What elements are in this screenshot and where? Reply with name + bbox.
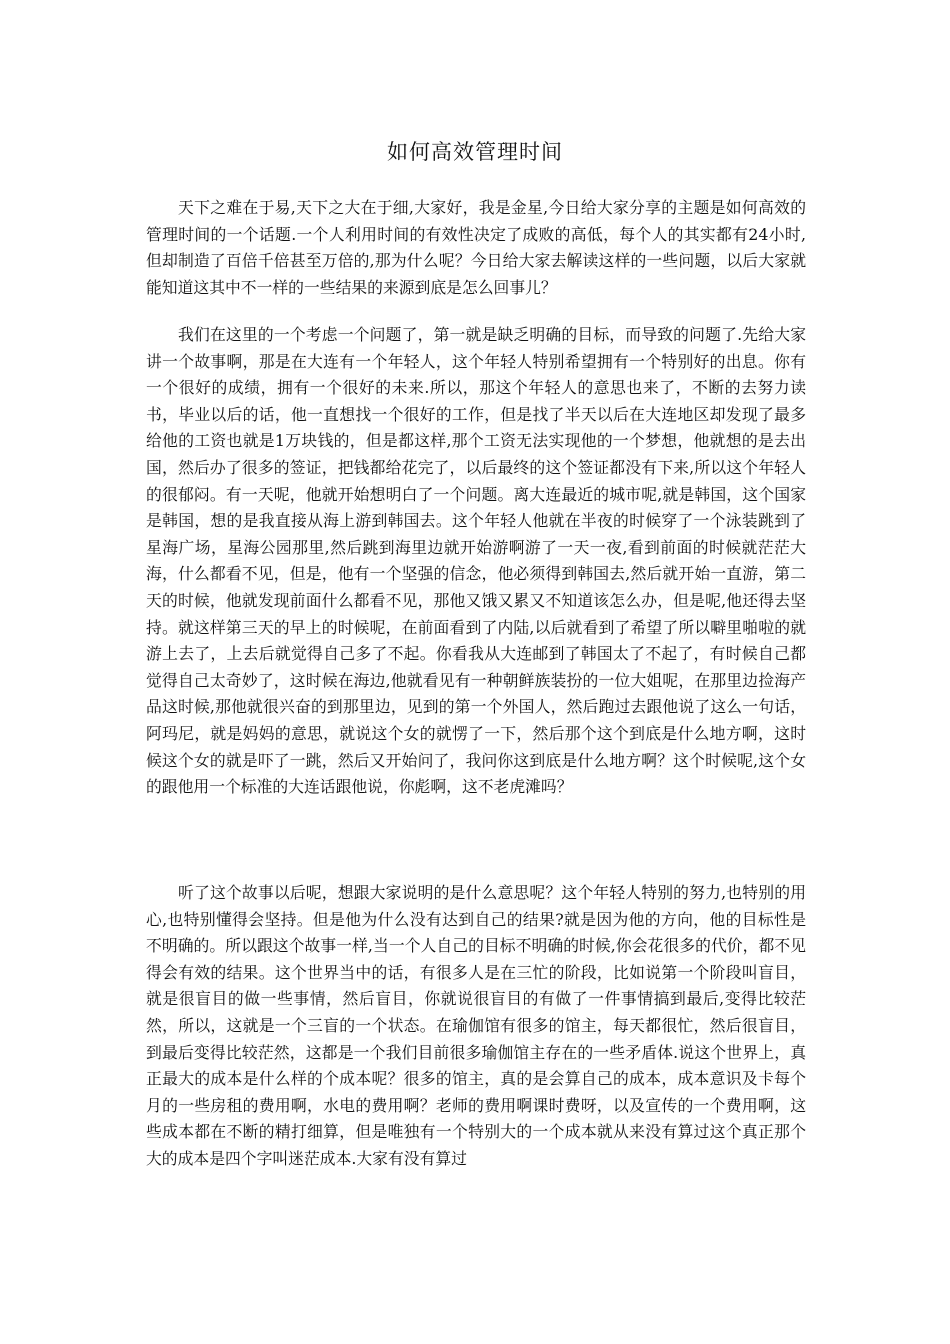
paragraph: 听了这个故事以后呢，想跟大家说明的是什么意思呢？这个年轻人特别的努力,也特别的用心,也特别懂得会坚持。但是他为什么没有达到自己的结果?就是因为他的方向，他的目标性是不明确的。所以跟这个故事一样,当一个人自己的目标不明确的时候,你会花很多的代价，都不见得会有效的结果。这个世界当中的话，有很多人是在三忙的阶段，比如说第一个阶段叫盲目，就是很盲目的做一些事情，然后盲目，你就说很盲目的有做了一件事情搞到最后,变得比较茫然，所以，这就是一个三盲的一个状态。在瑜伽馆有很多的馆主，每天都很忙，然后很盲目，到最后变得比较茫然，这都是一个我们目前很多瑜伽馆主存在的一些矛盾体.说这个世界上，真正最大的成本是什么样的个成本呢？很多的馆主，真的是会算自己的成本，成本意识及卡每个月的一些房租的费用啊，水电的费用啊？老师的费用啊课时费呀，以及宣传的一个费用啊，这些成本都在不断的精打细算，但是唯独有一个特别大的一个成本就从来没有算过这个真正那个大的成本是四个字叫迷茫成本.大家有没有算过 xyxy=(146,883,806,1168)
paragraph: 天下之难在于易,天下之大在于细,大家好，我是金星,今日给大家分享的主题是如何高效的管理时间的一个话题.一个人利用时间的有效性决定了成败的高低，每个人的其实都有24小时,但却制造了百倍千倍甚至万倍的,那为什么呢？今日给大家去解读这样的一些问题，以后大家就能知道这其中不一样的一些结果的来源到底是怎么回事儿？ xyxy=(146,198,806,297)
page-title: 如何高效管理时间 xyxy=(387,140,563,164)
paragraph: 我们在这里的一个考虑一个问题了，第一就是缺乏明确的目标，而导致的问题了.先给大家讲一个故事啊，那是在大连有一个年轻人，这个年轻人特别希望拥有一个特别好的出息。你有一个很好的成绩，拥有一个很好的未来.所以，那这个年轻人的意思也来了，不断的去努力读书，毕业以后的话，他一直想找一个很好的工作，但是找了半天以后在大连地区却发现了最多给他的工资也就是1万块钱的，但是都这样,那个工资无法实现他的一个梦想，他就想的是去出国，然后办了很多的签证，把钱都给花完了，以后最终的这个签证都没有下来,所以这个年轻人的很郁闷。有一天呢，他就开始想明白了一个问题。离大连最近的城市呢,就是韩国，这个国家是韩国，想的是我直接从海上游到韩国去。这个年轻人他就在半夜的时候穿了一个泳装跳到了星海广场，星海公园那里,然后跳到海里边就开始游啊游了一天一夜,看到前面的时候就茫茫大海，什么都看不见，但是，他有一个坚强的信念，他必须得到韩国去,然后就开始一直游，第二天的时候，他就发现前面什么都看不见，那他又饿又累又不知道该怎么办，但是呢,他还得去坚持。就这样第三天的早上的时候呢，在前面看到了内陆,以后就看到了希望了所以噼里啪啦的就游上去了，上去后就觉得自己多了不起。你看我从大连邮到了韩国太了不起了，有时候自己都觉得自己太奇妙了，这时候在海边,他就看见有一种朝鲜族装扮的一位大姐呢，在那里边捡海产品这时候,那他就很兴奋的到那里边，见到的第一个外国人，然后跑过去跟他说了这么一句话，阿玛尼，就是妈妈的意思，就说这个女的就愣了一下，然后那个这个到底是什么地方啊，这时候这个女的就是吓了一跳，然后又开始问了，我问你这到底是什么地方啊？这个时候呢,这个女的跟他用一个标准的大连话跟他说，你彪啊，这不老虎滩吗？ xyxy=(146,325,806,797)
